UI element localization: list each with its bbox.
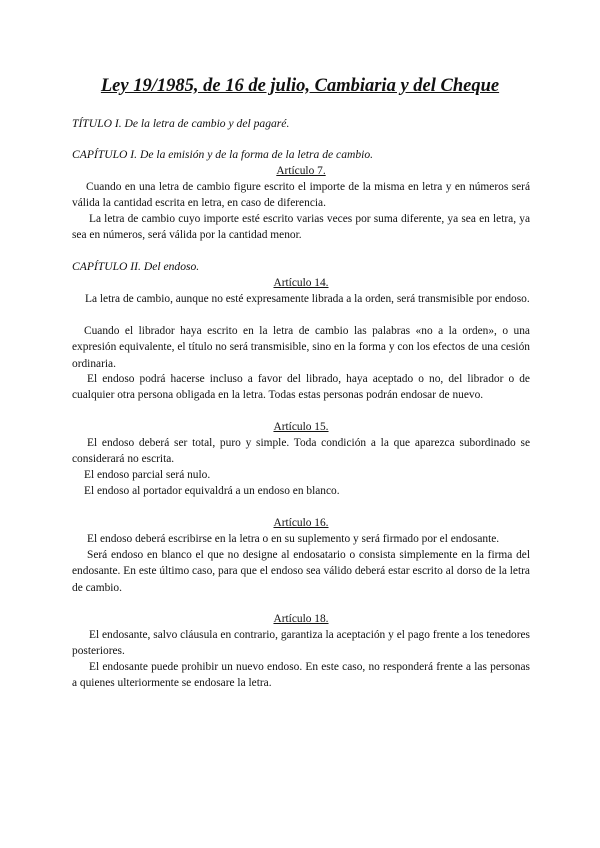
titulo-heading: TÍTULO I. De la letra de cambio y del pagaré. [72, 117, 290, 130]
articulo-15-paragraph-1: El endoso deberá ser total, puro y simple. Toda condición a la que aparezca subordinado se considerará no escrita. [72, 437, 530, 466]
articulo-14-heading: Artículo 14. [273, 277, 329, 289]
articulo-15-paragraph-3: El endoso al portador equivaldrá a un endoso en blanco. [84, 485, 340, 497]
document-title: Ley 19/1985, de 16 de julio, Cambiaria y del Cheque [100, 76, 500, 96]
articulo-15-heading: Artículo 15. [273, 421, 329, 433]
articulo-7-paragraph-1: Cuando en una letra de cambio figure escrito el importe de la misma en letra y en números será válida la cantidad escrita en letra, en caso de diferencia. [72, 181, 530, 210]
articulo-16-paragraph-2: Será endoso en blanco el que no designe al endosatario o consista simplemente en la firma del endosante. En este último caso, para que el endoso sea válido deberá estar escrito al dorso de la letra de cambio. [72, 549, 530, 594]
articulo-14-paragraph-1: La letra de cambio, aunque no esté expresamente librada a la orden, será transmisible por endoso. [85, 293, 530, 305]
articulo-7-paragraph-2: La letra de cambio cuyo importe esté escrito varias veces por suma diferente, ya sea en letra, ya sea en números, será válida por la cantidad menor. [72, 213, 530, 242]
articulo-18-paragraph-2: El endosante puede prohibir un nuevo endoso. En este caso, no responderá frente a las personas a quienes ulteriormente se endosare la letra. [72, 661, 530, 690]
capitulo-2-heading: CAPÍTULO II. Del endoso. [72, 260, 200, 273]
capitulo-1-heading: CAPÍTULO I. De la emisión y de la forma de la letra de cambio. [72, 148, 374, 161]
articulo-15-paragraph-2: El endoso parcial será nulo. [84, 469, 211, 481]
articulo-18-paragraph-1: El endosante, salvo cláusula en contrario, garantiza la aceptación y el pago frente a los tenedores posteriores. [72, 629, 530, 658]
articulo-16-paragraph-1: El endoso deberá escribirse en la letra o en su suplemento y será firmado por el endosante. [87, 533, 500, 545]
articulo-18-heading: Artículo 18. [273, 613, 329, 625]
articulo-16-heading: Artículo 16. [273, 517, 329, 529]
articulo-14-paragraph-2: Cuando el librador haya escrito en la letra de cambio las palabras «no a la orden», o una expresión equivalente, el título no será transmisible, sino en la forma y con los efectos de una cesión ordinaria. [72, 325, 530, 370]
articulo-7-heading: Artículo 7. [276, 165, 326, 177]
articulo-14-paragraph-3: El endoso podrá hacerse incluso a favor del librado, haya aceptado o no, del librador o de cualquier otra persona obligada en la letra. Todas estas personas podrán endosar de nuevo. [72, 373, 530, 402]
